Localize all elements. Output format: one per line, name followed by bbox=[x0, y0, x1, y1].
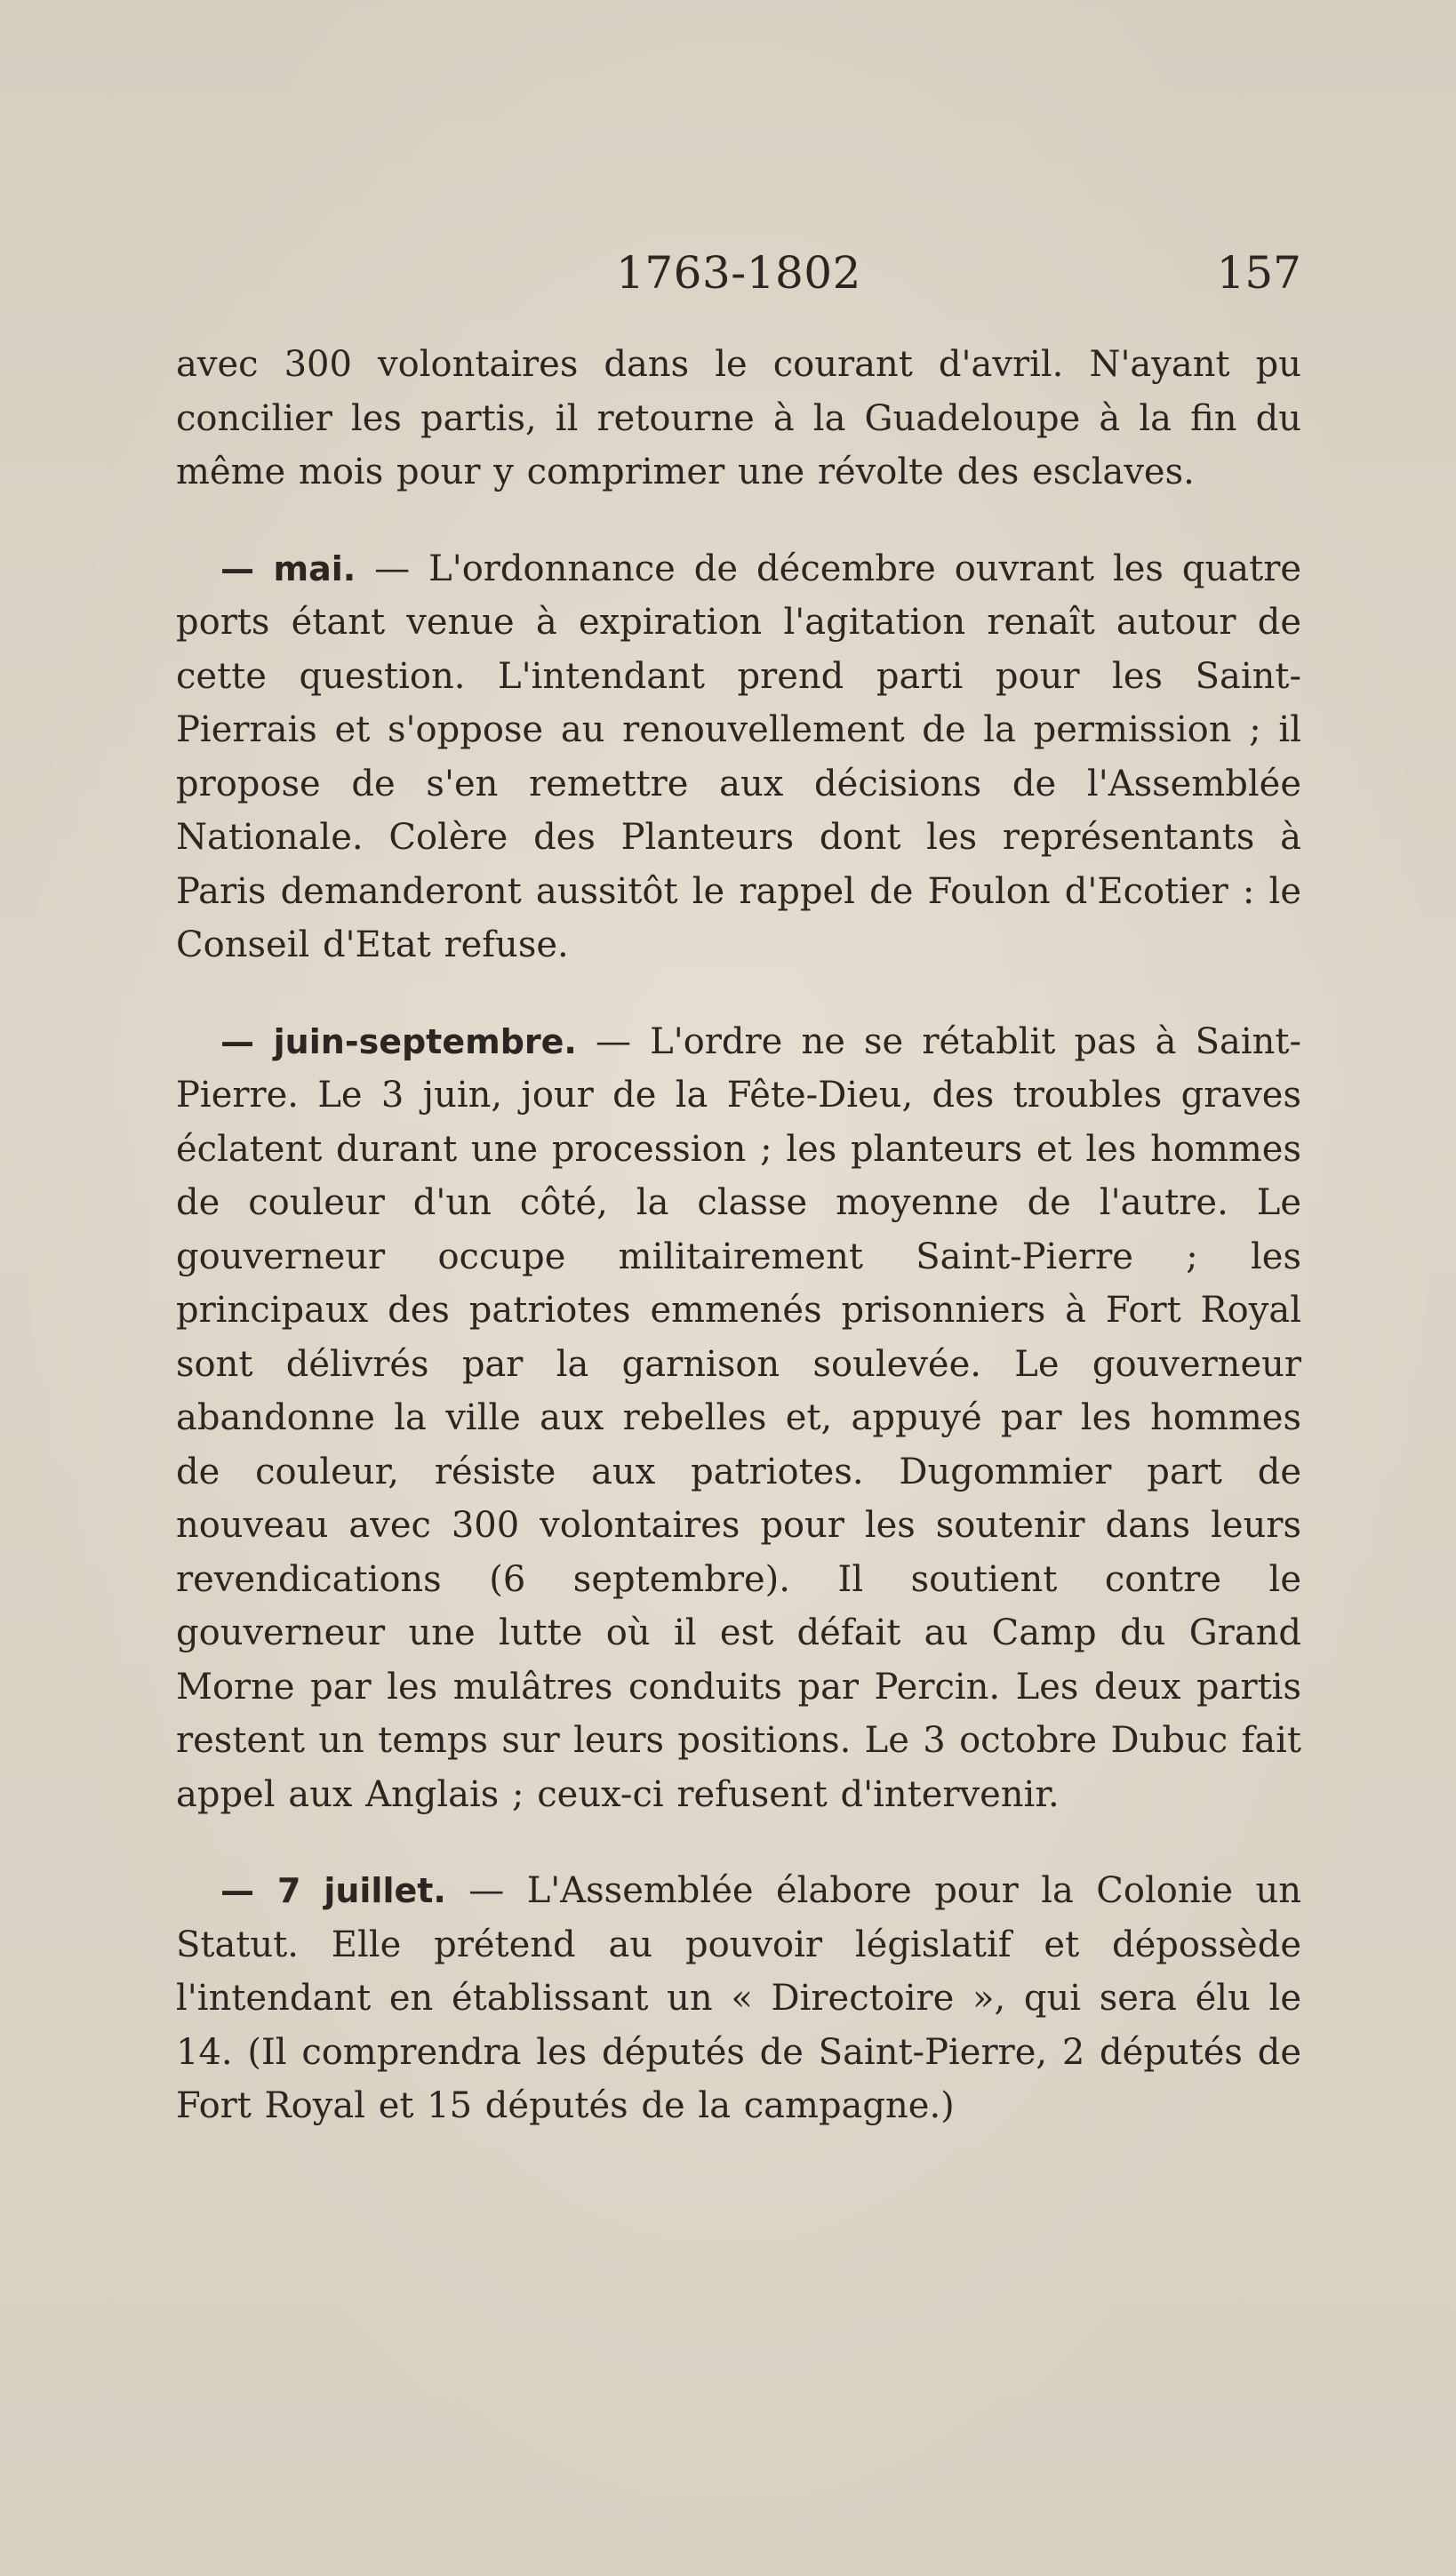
page-number: 157 bbox=[1216, 247, 1301, 299]
entry-text-juin-septembre: — L'ordre ne se rétablit pas à Saint-Pierre. Le 3 juin, jour de la Fête-Dieu, des troubles graves éclatent durant une procession ; les planteurs et les hommes de couleur d'un côté, la classe moyenne de l'autre. Le gouverneur occupe militairement Saint-Pierre ; les principaux des patriotes emmenés prisonniers à Fort Royal sont délivrés par la garnison soulevée. Le gouverneur abandonne la ville aux rebelles et, appuyé par les hommes de couleur, résiste aux patriotes. Dugommier part de nouveau avec 300 volontaires pour les soutenir dans leurs revendications (6 septembre). Il soutient contre le gouverneur une lutte où il est défait au Camp du Grand Morne par les mulâtres conduits par Percin. Les deux partis restent un temps sur leurs positions. Le 3 octobre Dubuc fait appel aux Anglais ; ceux-ci refusent d'intervenir. bbox=[176, 1020, 1301, 1815]
entry-label-mai: — mai. bbox=[220, 548, 356, 588]
entry-text-7-juillet: — L'Assemblée élabore pour la Colonie un Statut. Elle prétend au pouvoir législatif et dépossède l'intendant en établissant un « Directoire », qui sera élu le 14. (Il comprendra les députés de Saint-Pierre, 2 députés de Fort Royal et 15 députés de la campagne.) bbox=[176, 1870, 1301, 2126]
entry-juin-septembre bbox=[176, 1015, 1301, 1822]
entry-mai bbox=[176, 542, 1301, 972]
body-text bbox=[176, 338, 1301, 2133]
paragraph-continuation bbox=[176, 338, 1301, 500]
entry-label-7-juillet: — 7 juillet. bbox=[220, 1871, 446, 1910]
entry-7-juillet bbox=[176, 1864, 1301, 2133]
continuation-text: avec 300 volontaires dans le courant d'avril. N'ayant pu concilier les partis, il retourne à la Guadeloupe à la fin du même mois pour y comprimer une révolte des esclaves. bbox=[176, 344, 1301, 492]
entry-text-mai: — L'ordonnance de décembre ouvrant les quatre ports étant venue à expiration l'agitation renaît autour de cette question. L'intendant prend parti pour les Saint-Pierrais et s'oppose au renouvellement de la permission ; il propose de s'en remettre aux décisions de l'Assemblée Nationale. Colère des Planteurs dont les représentants à Paris demanderont aussitôt le rappel de Foulon d'Ecotier : le Conseil d'Etat refuse. bbox=[176, 548, 1301, 965]
running-title: 1763-1802 bbox=[616, 247, 861, 299]
page-header bbox=[176, 242, 1301, 304]
entry-label-juin-septembre: — juin-septembre. bbox=[220, 1021, 577, 1061]
